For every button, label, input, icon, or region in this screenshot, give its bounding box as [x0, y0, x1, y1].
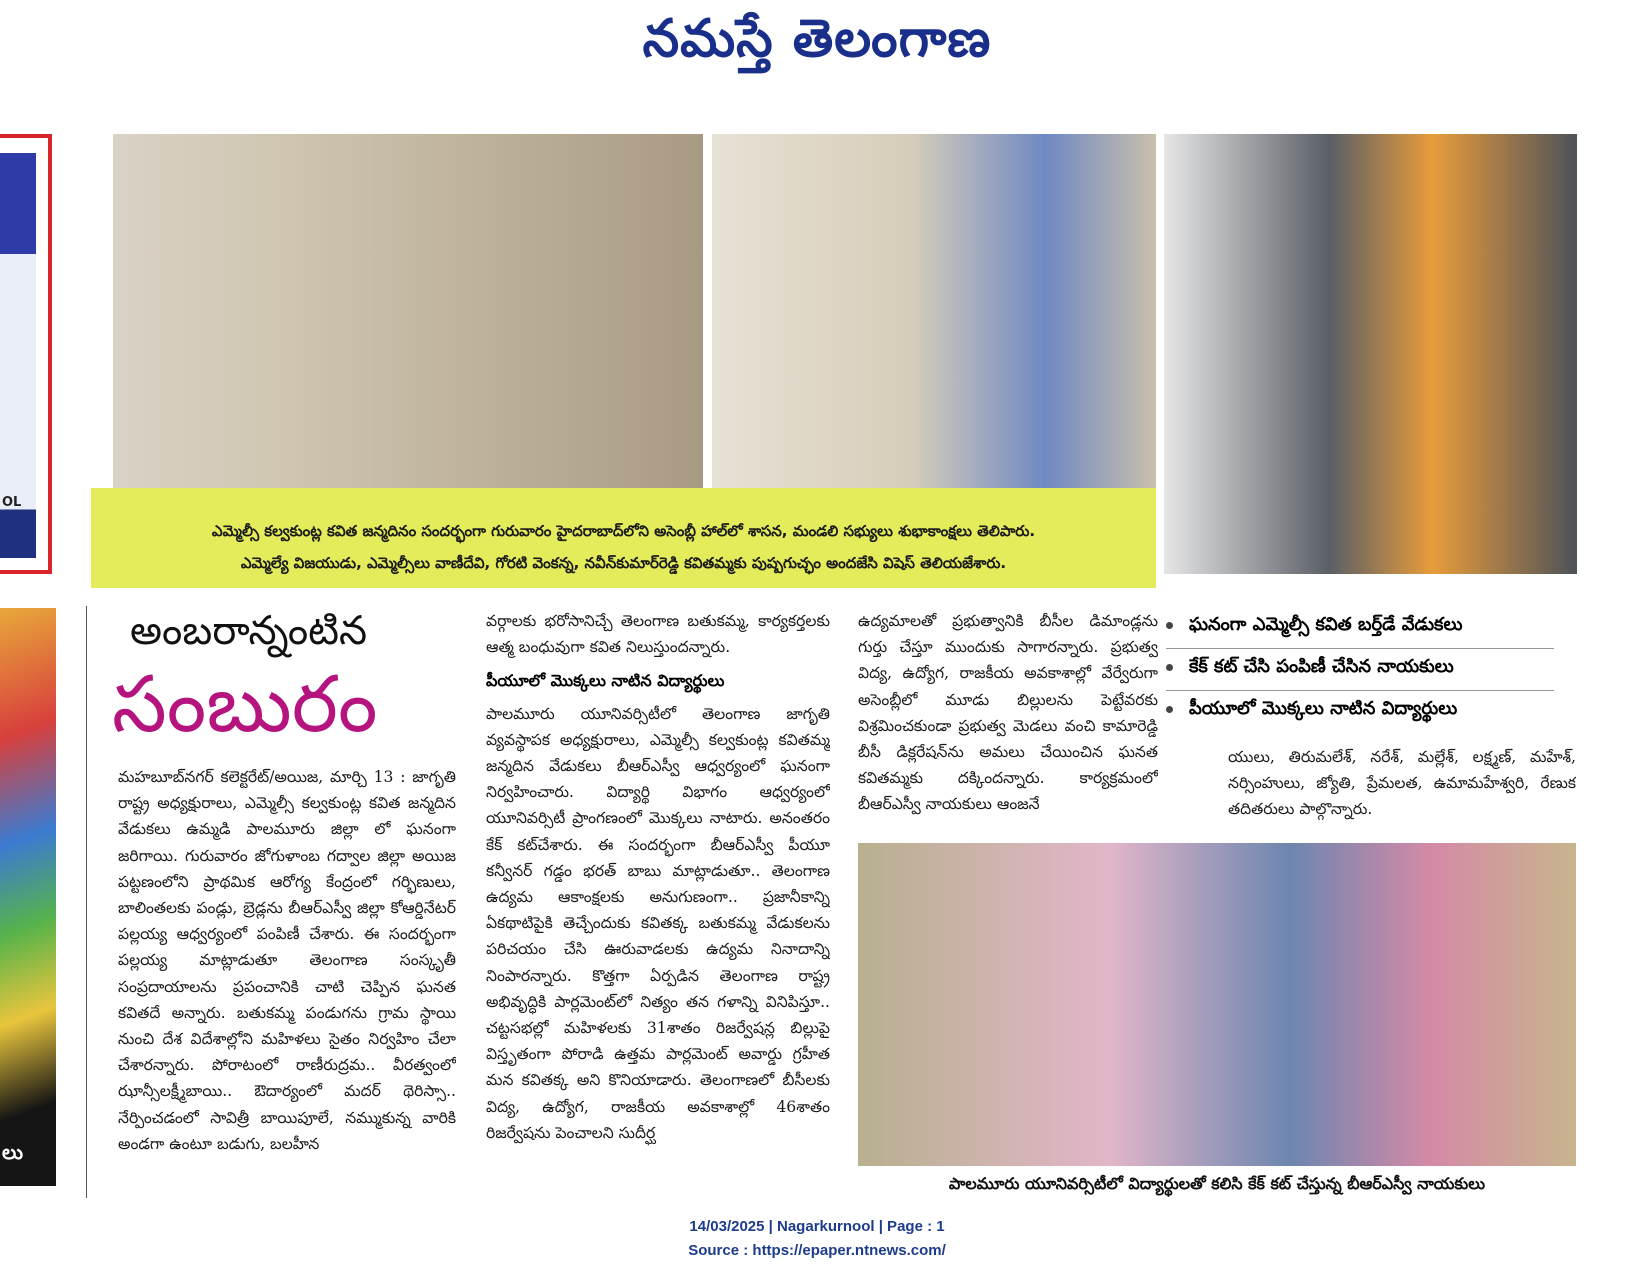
advertisement-bottom-text: లు: [2, 1140, 24, 1164]
highlight-text: ఘనంగా ఎమ్మెల్సీ కవిత బర్త్‌డే వేడుకలు: [1189, 614, 1463, 635]
article-column-2-intro: వర్గాలకు భరోసానిచ్చే తెలంగాణ బతుకమ్మ, కార్యకర్తలకు ఆత్మ బంధువుగా కవిత నిలుస్తుందన్నారు.: [486, 612, 830, 657]
highlight-item: [1166, 614, 1462, 639]
article-column-1-text: మహబూబ్‌నగర్ కలెక్టరేట్/అయిజ, మార్చి 13 : జాగృతి రాష్ట్ర అధ్యక్షురాలు, ఎమ్మెల్సీ కల్వకుంట్ల కవిత జన్మదిన వేడుకలు ఉమ్మడి పాలమూరు జిల్లా లో ఘనంగా జరిగాయి. గురువారం జోగుళాంబ గద్వాల జిల్లా అయిజ పట్టణంలోని ప్రాథమిక ఆరోగ్య కేంద్రంలో గర్భిణులు, బాలింతలకు పండ్లు, బ్రెడ్లను బీఆర్ఎస్వీ జిల్లా కోఆర్డినేటర్ పల్లయ్య ఆధ్వర్యంలో పంపిణీ చేశారు. ఈ సందర్భంగా పల్లయ్య మాట్లాడుతూ తెలంగాణ సంస్కృతీ సంప్రదాయాలను ప్రపంచానికి చాటి చెప్పిన ఘనత కవితదే అన్నారు. బతుకమ్మ పండుగను గ్రామ స్థాయి నుంచి దేశ విదేశాల్లోని మహిళలు సైతం నిర్వహిం చేలా చేశారన్నారు. పోరాటంలో రాణీరుద్రమ.. వీరత్వంలో ఝాన్సీలక్ష్మీబాయి.. ఔదార్యంలో మదర్ థెరిస్సా.. నేర్పించడంలో సావిత్రీ బాయిపూలే, నమ్ముకున్న వారికి అండగా ఉంటూ బడుగు, బలహీన: [118, 768, 456, 1153]
bullet-icon: [1166, 706, 1173, 713]
article-subhead: పీయూలో మొక్కలు నాటిన విద్యార్థులు: [486, 671, 725, 691]
photo-caption-bottom: పాలమూరు యూనివర్సిటీలో విద్యార్థులతో కలిసి కేక్ కట్ చేస్తున్న బీఆర్ఎస్వీ నాయకులు: [948, 1174, 1486, 1193]
article-headline: సంబురం: [112, 660, 378, 750]
highlight-text: పీయూలో మొక్కలు నాటిన విద్యార్థులు: [1189, 698, 1458, 719]
article-column-2: [486, 608, 830, 1200]
photo-bouquet-presentation: [712, 134, 1156, 496]
photo-shawl-felicitation: [1164, 134, 1577, 574]
footer-edition-info: 14/03/2025 | Nagarkurnool | Page : 1: [689, 1218, 945, 1235]
bullet-icon: [1166, 664, 1173, 671]
column-rule-left: [86, 606, 87, 1198]
advertisement-top-text: OL: [2, 495, 22, 510]
highlight-item: [1166, 698, 1457, 723]
photo-assembly-greeting: [113, 134, 703, 496]
photo-caption-line-1: ఎమ్మెల్సీ కల్వకుంట్ల కవిత జన్మదినం సందర్భంగా గురువారం హైదరాబాద్‌లోని అసెంబ్లీ హాల్‌లో శాసన, మండలి సభ్యులు శుభాకాంక్షలు తెలిపారు.: [211, 522, 1036, 540]
advertisement-bottom[interactable]: [0, 608, 56, 1186]
article-column-4-text: యులు, తిరుమలేశ్, నరేశ్, మల్లేశ్, లక్ష్మణ్, మహేశ్, నర్సింహులు, జ్యోతి, ప్రేమలత, ఉమామహేశ్వరి, రేణుక తదితరులు పాల్గొన్నారు.: [1228, 748, 1576, 819]
masthead: నమస్తే తెలంగాణ: [642, 8, 992, 69]
article-column-2-text: పాలమూరు యూనివర్సిటీలో తెలంగాణ జాగృతి వ్యవస్థాపక అధ్యక్షురాలు, ఎమ్మెల్సీ కల్వకుంట్ల కవితమ్మ జన్మదిన వేడుకలు బీఆర్ఎస్వీ ఆధ్వర్యంలో ఘనంగా నిర్వహించారు. విద్యార్థి విభాగం ఆధ్వర్యంలో యూనివర్సిటీ ప్రాంగణంలో మొక్కలు నాటారు. అనంతరం కేక్ కట్‌చేశారు. ఈ సందర్భంగా బీఆర్ఎస్వీ పీయూ కన్వీనర్ గడ్డం భరత్ బాబు మాట్లాడుతూ.. తెలంగాణ ఉద్యమ ఆకాంక్షలకు అనుగుణంగా.. ప్రజానీకాన్ని ఏకథాటిపైకి తెచ్చేందుకు కవితక్క బతుకమ్మ వేడుకలను పరిచయం చేసి ఊరువాడలకు ఉద్యమ నినాదాన్ని నింపారన్నారు. కొత్తగా ఏర్పడిన తెలంగాణ రాష్ట్ర అభివృద్ధికి పార్లమెంట్‌లో నిత్యం తన గళాన్ని వినిపిస్తూ.. చట్టసభల్లో మహిళలకు 31శాతం రిజర్వేషన్ల బిల్లుపై విస్తృతంగా పోరాడి ఉత్తమ పార్లమెంట్ అవార్డు గ్రహీత మన కవితక్క అని కొనియాడారు. తెలంగాణలో బీసీలకు విద్య, ఉద్యోగ, రాజకీయ అవకాశాల్లో 46శాతం రిజర్వేషను పెంచాలని సుదీర్ఘ: [486, 704, 830, 1142]
highlight-divider: [1166, 648, 1554, 649]
article-column-3-text: ఉద్యమాలతో ప్రభుత్వానికి బీసీల డిమాండ్లను గుర్తు చేస్తూ ముందుకు సాగారన్నారు. ప్రభుత్వ విద్య, ఉద్యోగ, రాజకీయ అవకాశాల్లో వేర్వేరుగా అసెంబ్లీలో మూడు బిల్లులను పెట్టేవరకు విశ్రమించకుండా ప్రభుత్వ మెడలు వంచి కామారెడ్డి బీసీ డిక్లరేషన్‌ను అమలు చేయించిన ఘనత కవితమ్మకు దక్కిందన్నారు. కార్యక్రమంలో బీఆర్ఎస్వీ నాయకులు ఆంజనే: [858, 612, 1158, 814]
highlight-item: [1166, 656, 1454, 681]
bullet-icon: [1166, 622, 1173, 629]
highlight-text: కేక్ కట్ చేసి పంపిణీ చేసిన నాయకులు: [1189, 656, 1454, 677]
highlight-divider: [1166, 690, 1554, 691]
article-column-1: [118, 764, 456, 1200]
photo-cake-cutting: [858, 843, 1576, 1166]
article-column-3: [858, 608, 1158, 826]
photo-caption-line-2: ఎమ్మెల్యే విజయుడు, ఎమ్మెల్సీలు వాణీదేవి, గోరటి వెంకన్న, నవీన్‌కుమార్‌రెడ్డి కవితమ్మకు పుష్పగుచ్ఛం అందజేసి విషెస్ తెలియజేశారు.: [240, 554, 1007, 572]
article-kicker: అంబరాన్నంటిన: [130, 608, 368, 654]
footer-source[interactable]: Source : https://epaper.ntnews.com/: [688, 1242, 946, 1259]
article-column-4: [1228, 744, 1576, 836]
